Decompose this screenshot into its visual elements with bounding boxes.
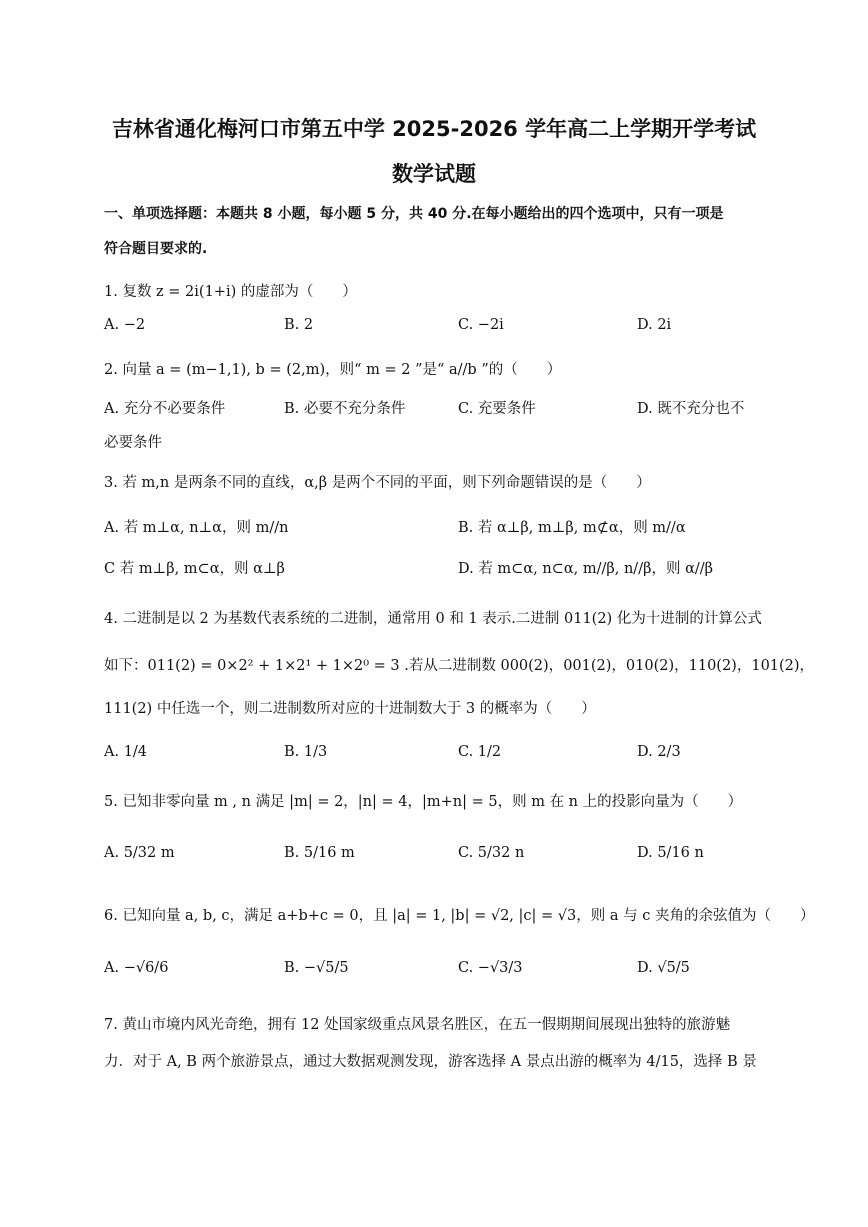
q4-option-b: B. 1/3	[284, 744, 328, 760]
question-3-stem: 3. 若 m,n 是两条不同的直线，α,β 是两个不同的平面，则下列命题错误的是（ ）	[104, 475, 651, 491]
question-5-stem: 5. 已知非零向量 m , n 满足 |m| = 2，|n| = 4，|m+n| = 5，则 m 在 n 上的投影向量为（ ）	[104, 794, 743, 810]
q5-option-d: D. 5/16 n	[637, 845, 704, 861]
q6-option-b: B. −√5/5	[284, 960, 349, 976]
q2-option-d: D. 既不充分也不	[637, 401, 745, 417]
section-heading-cont: 符合题目要求的.	[104, 241, 208, 257]
q6-option-c: C. −√3/3	[458, 960, 523, 976]
q6-option-d: D. √5/5	[637, 960, 690, 976]
question-1-stem: 1. 复数 z = 2i(1+i) 的虚部为（ ）	[104, 284, 357, 300]
q4-option-c: C. 1/2	[458, 744, 502, 760]
q2-option-d-cont: 必要条件	[104, 435, 162, 451]
q1-option-d: D. 2i	[637, 317, 672, 333]
question-4-line1: 4. 二进制是以 2 为基数代表系统的二进制，通常用 0 和 1 表示.二进制 011(2) 化为十进制的计算公式	[104, 611, 762, 627]
q4-option-a: A. 1/4	[104, 744, 148, 760]
q1-option-c: C. −2i	[458, 317, 504, 333]
section-heading: 一、单项选择题：本题共 8 小题，每小题 5 分，共 40 分.在每小题给出的四个选项中，只有一项是	[104, 206, 724, 222]
question-7-line2: 力．对于 A, B 两个旅游景点，通过大数据观测发现，游客选择 A 景点出游的概率为 4/15，选择 B 景	[104, 1054, 757, 1070]
question-6-stem: 6. 已知向量 a, b, c，满足 a+b+c = 0，且 |a| = 1, |b| = √2, |c| = √3，则 a 与 c 夹角的余弦值为（ ）	[104, 908, 815, 924]
exam-title: 吉林省通化梅河口市第五中学 2025-2026 学年高二上学期开学考试	[111, 117, 757, 141]
q1-option-b: B. 2	[284, 317, 314, 333]
exam-subtitle: 数学试题	[392, 162, 476, 186]
q6-option-a: A. −√6/6	[104, 960, 169, 976]
q2-option-c: C. 充要条件	[458, 401, 536, 417]
question-7-line1: 7. 黄山市境内风光奇绝，拥有 12 处国家级重点风景名胜区，在五一假期期间展现出独特的旅游魅	[104, 1017, 731, 1033]
question-4-line2: 如下：011(2) = 0×2² + 1×2¹ + 1×2⁰ = 3 .若从二进制数 000(2)，001(2)，010(2)，110(2)，101(2)，	[104, 658, 815, 674]
q2-option-b: B. 必要不充分条件	[284, 401, 406, 417]
q3-option-b: B. 若 α⊥β, m⊥β, m⊄α，则 m//α	[458, 520, 686, 536]
q5-option-b: B. 5/16 m	[284, 845, 355, 861]
question-4-line3: 111(2) 中任选一个，则二进制数所对应的十进制数大于 3 的概率为（ ）	[104, 701, 596, 717]
q2-option-a: A. 充分不必要条件	[104, 401, 226, 417]
q4-option-d: D. 2/3	[637, 744, 681, 760]
q3-option-a: A. 若 m⊥α, n⊥α，则 m//n	[104, 520, 289, 536]
q5-option-c: C. 5/32 n	[458, 845, 525, 861]
q3-option-d: D. 若 m⊂α, n⊂α, m//β, n//β，则 α//β	[458, 561, 714, 577]
q5-option-a: A. 5/32 m	[104, 845, 175, 861]
q1-option-a: A. −2	[104, 317, 146, 333]
q3-option-c: C 若 m⊥β, m⊂α，则 α⊥β	[104, 561, 285, 577]
question-2-stem: 2. 向量 a = (m−1,1), b = (2,m)，则“ m = 2 ”是“ a//b ”的（ ）	[104, 362, 562, 378]
